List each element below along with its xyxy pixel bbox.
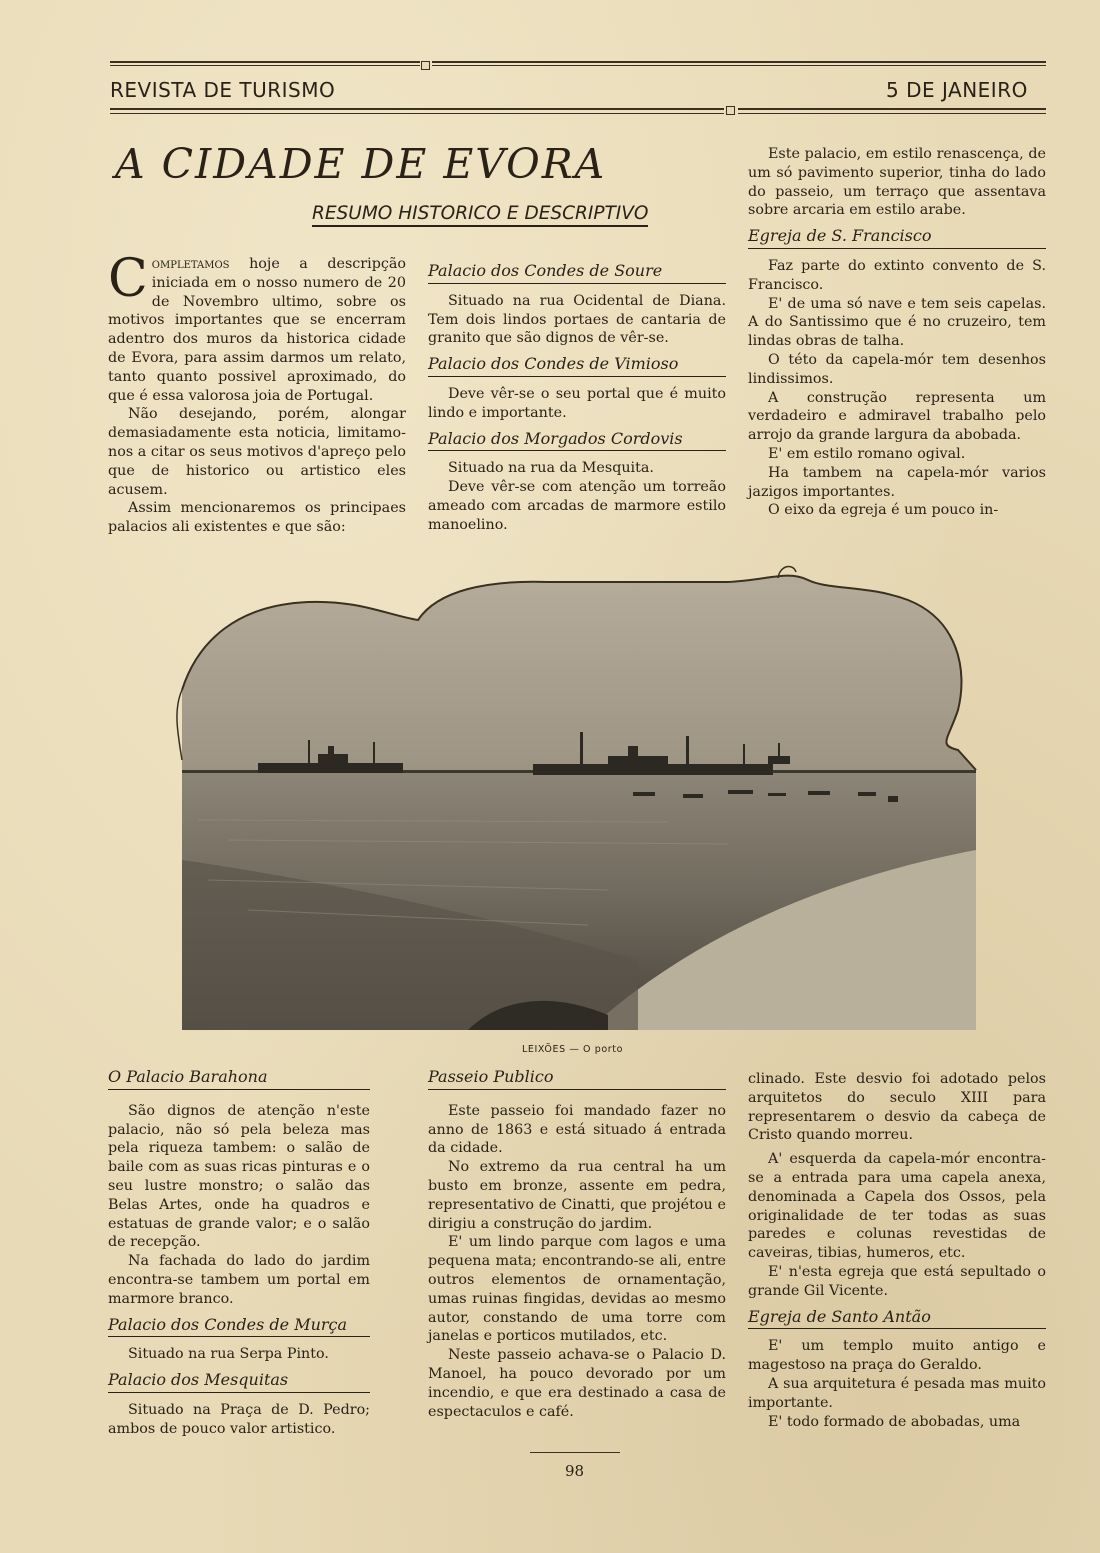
paragraph: Situado na rua da Mesquita. — [448, 460, 654, 477]
paragraph: clinado. Este desvio foi adotado pelos arquitetos do seculo XIII para representarem o desvio da cabeça de Cristo quando morreu. — [748, 1071, 1046, 1144]
paragraph: A' esquerda da capela-mór encontra-se a entrada para uma capela anexa, denominada a Capela dos Ossos, pela originalidade de ter todas as suas paredes e colunas revestidas de caveiras, tibias, humeros, etc. — [748, 1151, 1046, 1262]
paragraph: A sua arquitetura é pesada mas muito importante. — [748, 1375, 1046, 1411]
publication-name: REVISTA DE TURISMO — [110, 78, 336, 102]
paragraph: Não desejando, porém, alongar demasiadamente esta noticia, limitamo-nos a citar os seus motivos d'apreço pelo que de historico ou artistico eles acusem. — [108, 406, 406, 498]
paragraph: O eixo da egreja é um pouco in- — [768, 502, 999, 519]
paragraph: Este palacio, em estilo renascença, de um só pavimento superior, tinha do lado do passeio, um terraço que assentava sobre arcaria em estilo arabe. — [748, 146, 1046, 219]
section-heading: Palacio dos Morgados Cordovis — [428, 430, 726, 452]
paragraph: No extremo da rua central ha um busto em bronze, assente em pedra, representativo de Cinatti, que projétou e dirigiu a construção do jardim. — [428, 1159, 726, 1232]
paragraph: Faz parte do extinto convento de S. Francisco. — [748, 257, 1046, 293]
paragraph: E' de uma só nave e tem seis capelas. A do Santissimo que é no cruzeiro, tem lindas obras de talha. — [748, 295, 1046, 350]
intro-lead-word: ompletamos — [151, 256, 230, 272]
paragraph: Assim mencionaremos os principaes palacios ali existentes e que são: — [108, 500, 406, 536]
ornament-square — [726, 106, 735, 115]
paragraph: São dignos de atenção n'este palacio, não só pela beleza mas pela riqueza tambem: o salão de baile com as suas ricas pinturas e o seu lustre monstro; o salão das Belas Artes, onde ha quadros e estatuas de grande valor; e o salão de recepção. — [108, 1102, 370, 1251]
page-number-rule — [530, 1452, 620, 1453]
intro-paragraph — [108, 249, 406, 405]
header-top-rule — [110, 61, 420, 63]
section-heading: Passeio Publico — [428, 1068, 726, 1090]
paragraph: E' em estilo romano ogival. — [768, 445, 966, 462]
paragraph: Este passeio foi mandado fazer no anno de 1863 e está situado á entrada da cidade. — [428, 1102, 726, 1157]
harbour-photograph — [168, 560, 988, 1030]
article-title: A CIDADE DE EVORA — [115, 140, 607, 188]
header-top-rule-2 — [110, 65, 420, 66]
section-heading: Palacio dos Mesquitas — [108, 1371, 370, 1393]
paragraph: E' um lindo parque com lagos e uma pequena mata; encontrando-se ali, entre outros elementos de ornamentação, umas ruinas fingidas, devidas ao mesmo autor, constando de uma torre com janelas e porticos mutilados, etc. — [428, 1234, 726, 1345]
header-bottom-rule-right — [738, 108, 1046, 110]
drop-cap: C — [108, 249, 148, 309]
header-top-rule-right-2 — [432, 65, 1046, 66]
section-heading: Palacio dos Condes de Soure — [428, 262, 726, 284]
header-bottom-rule-right-2 — [738, 113, 1046, 114]
section-heading: Egreja de S. Francisco — [748, 227, 1046, 249]
column-3-bottom — [748, 1070, 1046, 1431]
paragraph: Situado na rua Ocidental de Diana. Tem dois lindos portaes de cantaria de granito que são dignos de vêr-se. — [428, 292, 726, 347]
paragraph: Na fachada do lado do jardim encontra-se tambem um portal em marmore branco. — [108, 1253, 370, 1307]
column-2-top — [428, 262, 726, 535]
issue-date: 5 DE JANEIRO — [886, 78, 1028, 102]
header-top-rule-right — [432, 61, 1046, 63]
photo-caption: LEIXÕES — O porto — [522, 1044, 624, 1055]
section-heading: Palacio dos Condes de Vimioso — [428, 355, 726, 377]
header-bottom-rule-2 — [110, 113, 724, 114]
article-subtitle: RESUMO HISTORICO E DESCRIPTIVO — [312, 203, 648, 227]
section-heading: Palacio dos Condes de Murça — [108, 1316, 370, 1338]
paragraph: E' um templo muito antigo e magestoso na praça do Geraldo. — [748, 1338, 1046, 1374]
paragraph: E' todo formado de abobadas, uma — [768, 1413, 1021, 1430]
header-bottom-rule — [110, 108, 724, 110]
section-heading: Egreja de Santo Antão — [748, 1308, 1046, 1330]
photo-illustration — [168, 560, 988, 1030]
paragraph: E' n'esta egreja que está sepultado o grande Gil Vicente. — [748, 1263, 1046, 1299]
page-number: 98 — [565, 1462, 585, 1480]
column-3-top — [748, 145, 1046, 520]
paragraph: Situado na rua Serpa Pinto. — [128, 1346, 329, 1363]
paragraph: Deve vêr-se com atenção um torreão ameado com arcadas de marmore estilo manoelino. — [428, 479, 726, 533]
column-2-bottom — [428, 1068, 726, 1421]
column-1-top — [108, 249, 406, 537]
paragraph: O této da capela-mór tem desenhos lindissimos. — [748, 351, 1046, 387]
section-heading: O Palacio Barahona — [108, 1068, 370, 1090]
paragraph: Deve vêr-se o seu portal que é muito lindo e importante. — [428, 385, 726, 421]
ornament-square — [421, 61, 430, 70]
paragraph: Ha tambem na capela-mór varios jazigos importantes. — [748, 464, 1046, 500]
intro-text: hoje a descripção iniciada em o nosso numero de 20 de Novembro ultimo, sobre os motivos importantes que se encerram adentro dos muros da historica cidade de Evora, para assim darmos um relato, tanto quanto possivel aproximado, do que é essa valorosa joia de Portugal. — [108, 256, 406, 404]
paragraph: A construção representa um verdadeiro e admiravel trabalho pelo arrojo da grande largura da abobada. — [748, 389, 1046, 444]
column-1-bottom — [108, 1068, 370, 1439]
paragraph: Situado na Praça de D. Pedro; ambos de pouco valor artistico. — [108, 1401, 370, 1437]
paragraph: Neste passeio achava-se o Palacio D. Manoel, ha pouco devorado por um incendio, e que era destinado a casa de espectaculos e café. — [428, 1347, 726, 1420]
